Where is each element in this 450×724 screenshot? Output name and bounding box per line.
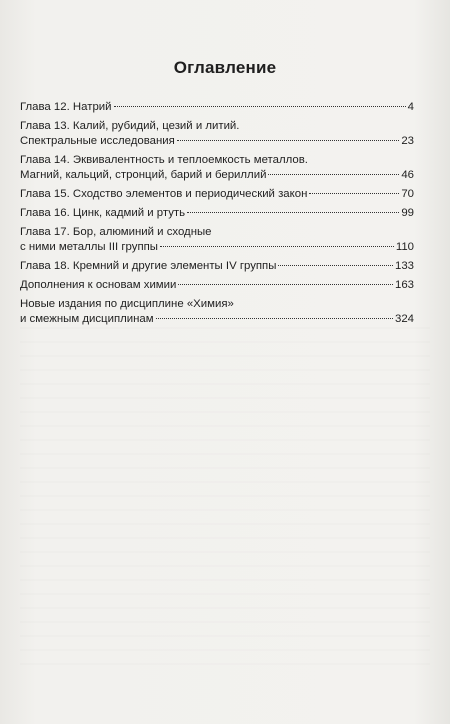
dot-leader [156,317,393,319]
entry-title: Глава 14. Эквивалентность и теплоемкость металлов. [20,154,308,166]
toc-heading: Оглавление [173,58,277,77]
entry-title: Глава 15. Сходство элементов и периодический закон [20,188,308,200]
entry-title: Глава 13. Калий, рубидий, цезий и литий. [20,120,240,132]
toc-entry [20,153,414,183]
entry-title: Глава 12. Натрий [20,101,112,113]
toc-entry [20,259,414,274]
toc-entry [20,100,414,115]
entry-title: Глава 18. Кремний и другие элементы IV группы [20,260,277,272]
toc-entry [20,297,414,327]
entry-title: Дополнения к основам химии [20,279,177,291]
page-number: 163 [394,279,414,291]
entry-title-continuation: Спектральные исследования [20,135,175,147]
entry-title-continuation: с ними металлы III группы [20,241,158,253]
dot-leader [178,283,393,285]
toc-entry [20,206,414,221]
dot-leader [187,211,399,213]
entry-title-continuation: и смежным дисциплинам [20,313,154,325]
dot-leader [309,192,399,194]
dot-leader [160,245,394,247]
toc-entry [20,187,414,202]
page-number: 324 [394,313,414,325]
toc-entry [20,225,414,255]
toc-entry [20,278,414,293]
page-number: 110 [395,241,414,253]
table-of-contents [20,100,414,331]
entry-title: Глава 17. Бор, алюминий и сходные [20,226,212,238]
page-number: 23 [401,135,414,147]
entry-title: Глава 16. Цинк, кадмий и ртуть [20,207,186,219]
page-number: 4 [407,101,414,113]
show-through-texture [20,325,430,665]
page-number: 46 [401,169,414,181]
page-number: 133 [394,260,414,272]
dot-leader [177,139,399,141]
dot-leader [278,264,393,266]
dot-leader [114,105,406,107]
entry-title-continuation: Магний, кальций, стронций, барий и бериллий [20,169,267,181]
toc-entry [20,119,414,149]
dot-leader [268,173,399,175]
entry-title: Новые издания по дисциплине «Химия» [20,298,234,310]
page-number: 70 [401,188,414,200]
page-number: 99 [401,207,414,219]
